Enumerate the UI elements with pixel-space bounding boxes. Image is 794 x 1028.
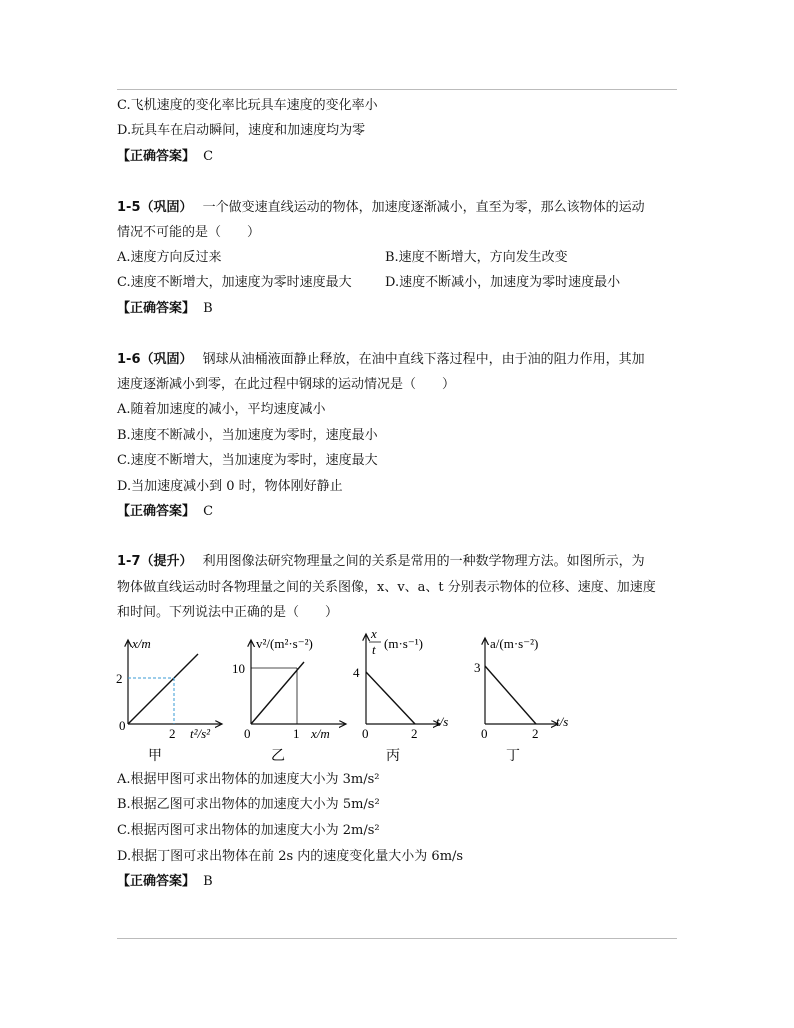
- graph-line: [128, 654, 198, 724]
- answer-value: B: [203, 301, 213, 316]
- graph-bing: [353, 626, 448, 764]
- stem-line3: 和时间。下列说法中正确的是（ ）: [117, 605, 339, 620]
- question-stem: [117, 553, 645, 571]
- y-label-unit: (m·s⁻¹): [384, 636, 423, 651]
- graphs-figure: [110, 626, 590, 766]
- top-rule: [117, 89, 677, 90]
- option-c: C.根据丙图可求出物体的加速度大小为 2m/s²: [117, 823, 380, 838]
- origin: 0: [481, 726, 488, 741]
- x-label: t²/s²: [190, 726, 211, 741]
- stem-line1: 利用图像法研究物理量之间的关系是常用的一种数学物理方法。如图所示，为: [202, 554, 645, 569]
- x-tick: 2: [169, 726, 176, 741]
- caption: 乙: [271, 749, 285, 764]
- answer-label: 【正确答案】: [117, 301, 196, 316]
- answer-row: [117, 503, 213, 521]
- answer-row: [117, 300, 213, 318]
- answer-label: 【正确答案】: [117, 504, 196, 519]
- option-b: B.速度不断减小，当加速度为零时，速度最小: [117, 428, 378, 443]
- stem-line2: 情况不可能的是（ ）: [117, 225, 261, 240]
- question-stem: [117, 351, 645, 369]
- question-number: 1-5（巩固）: [117, 200, 193, 215]
- origin: 0: [362, 726, 369, 741]
- y-tick: 10: [232, 661, 245, 676]
- x-tick: 1: [293, 726, 300, 741]
- graph-jia: [116, 636, 222, 764]
- option-c: C.速度不断增大，当加速度为零时，速度最大: [117, 453, 378, 468]
- graph-line: [251, 662, 304, 724]
- caption: 甲: [148, 749, 162, 764]
- option-a: A.速度方向反过来: [117, 250, 222, 265]
- y-tick: 3: [474, 660, 481, 675]
- answer-row: [117, 873, 213, 891]
- graph-line: [485, 666, 536, 724]
- option-a: A.随着加速度的减小，平均速度减小: [117, 402, 326, 417]
- x-tick: 2: [532, 726, 539, 741]
- y-label: x/m: [132, 636, 151, 651]
- stem-line1: 钢球从油桶液面静止释放，在油中直线下落过程中，由于油的阻力作用，其加: [202, 352, 645, 367]
- option-d: D.当加速度减小到 0 时，物体刚好静止: [117, 479, 343, 494]
- graph-line: [366, 672, 415, 724]
- y-tick: 4: [353, 665, 360, 680]
- answer-value: C: [203, 149, 214, 164]
- bottom-rule: [117, 938, 677, 939]
- question-stem: [117, 199, 645, 217]
- option-d: D.根据丁图可求出物体在前 2s 内的速度变化量大小为 6m/s: [117, 849, 464, 864]
- y-tick: 2: [116, 671, 123, 686]
- caption: 丁: [506, 749, 520, 764]
- stem-line2: 物体做直线运动时各物理量之间的关系图像，x、v、a、t 分别表示物体的位移、速度、加速度: [117, 580, 656, 595]
- y-label-num: x: [371, 626, 377, 641]
- x-label: t/s: [556, 714, 569, 729]
- option-b: B.速度不断增大，方向发生改变: [385, 250, 568, 265]
- question-number: 1-6（巩固）: [117, 352, 193, 367]
- stem-line2: 速度逐渐减小到零，在此过程中钢球的运动情况是（ ）: [117, 377, 456, 392]
- caption: 丙: [386, 749, 400, 764]
- option-d: D.玩具车在启动瞬间，速度和加速度均为零: [117, 123, 366, 138]
- answer-row: [117, 148, 213, 166]
- graph-ding: [474, 636, 568, 764]
- question-number: 1-7（提升）: [117, 554, 193, 569]
- option-d: D.速度不断减小，加速度为零时速度最小: [385, 275, 621, 290]
- answer-label: 【正确答案】: [117, 874, 196, 889]
- answer-value: B: [203, 874, 213, 889]
- stem-line1: 一个做变速直线运动的物体，加速度逐渐减小，直至为零，那么该物体的运动: [202, 200, 645, 215]
- x-label: t/s: [436, 714, 449, 729]
- option-b: B.根据乙图可求出物体的加速度大小为 5m/s²: [117, 797, 380, 812]
- y-label: a/(m·s⁻²): [490, 636, 539, 651]
- x-label: x/m: [311, 726, 330, 741]
- option-c: C.飞机速度的变化率比玩具车速度的变化率小: [117, 98, 378, 113]
- origin: 0: [119, 718, 126, 733]
- option-a: A.根据甲图可求出物体的加速度大小为 3m/s²: [117, 772, 380, 787]
- answer-value: C: [203, 504, 214, 519]
- answer-label: 【正确答案】: [117, 149, 196, 164]
- graph-yi: [232, 636, 346, 764]
- x-tick: 2: [411, 726, 418, 741]
- origin: 0: [244, 726, 251, 741]
- y-label: v²/(m²·s⁻²): [256, 636, 313, 651]
- y-label-den: t: [372, 642, 376, 657]
- option-c: C.速度不断增大，加速度为零时速度最大: [117, 275, 352, 290]
